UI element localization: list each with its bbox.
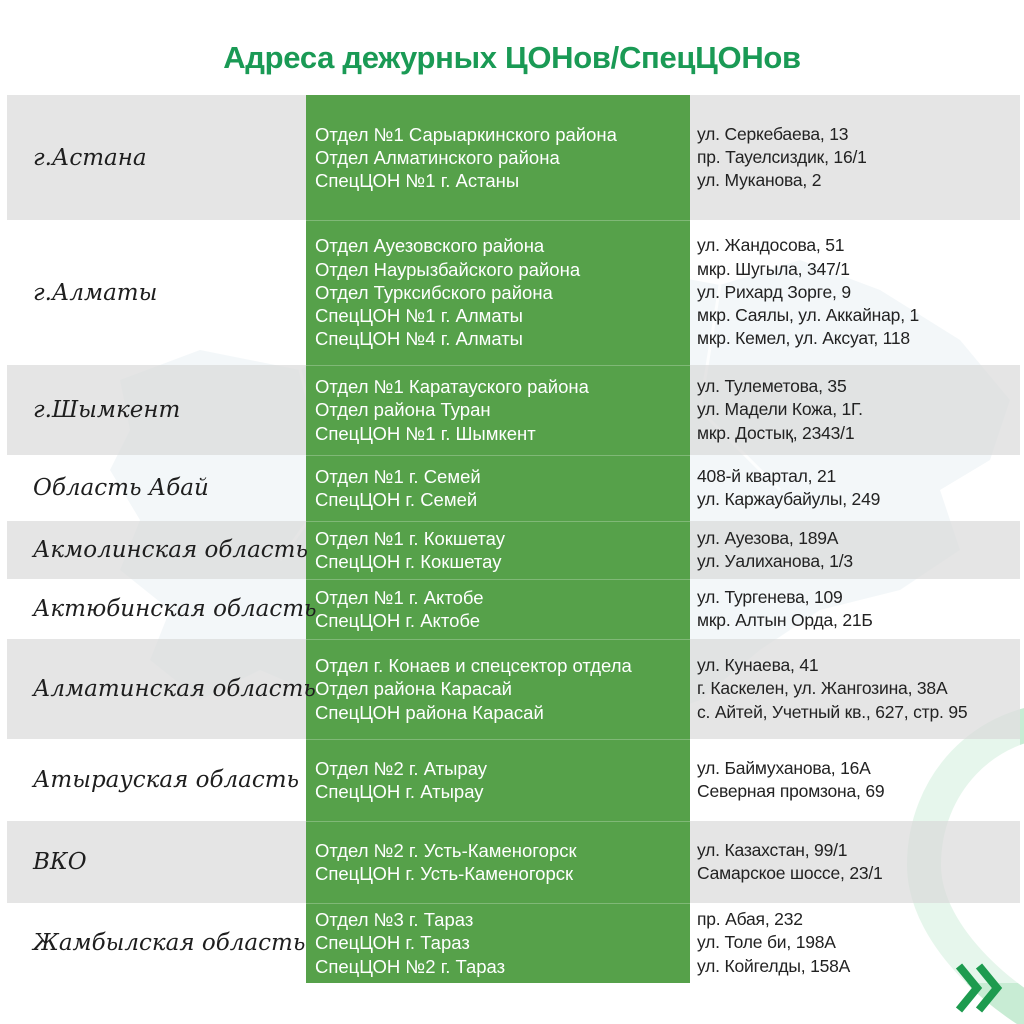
addresses-cell — [690, 455, 1020, 521]
row-divider — [306, 821, 690, 822]
office-name: Отдел №3 г. Тараз — [315, 909, 474, 931]
addresses-cell — [690, 579, 1020, 639]
region-name: г.Алматы — [7, 220, 306, 365]
region-name: г.Шымкент — [7, 365, 306, 455]
addresses-table — [7, 95, 1020, 983]
address-line: мкр. Алтын Орда, 21Б — [697, 610, 873, 630]
office-name: Отдел района Туран — [315, 399, 491, 421]
address-line: ул. Тургенева, 109 — [697, 586, 843, 607]
addresses-cell — [690, 95, 1020, 220]
region-name: Жамбылская область — [7, 903, 306, 983]
offices-cell — [306, 821, 690, 903]
row-divider — [306, 579, 690, 580]
office-name: Отдел №1 Сарыаркинского района — [315, 123, 617, 145]
region-name: Атырауская область — [7, 739, 306, 821]
office-name: СпецЦОН г. Семей — [315, 489, 478, 510]
address-line: пр. Тауелсиздик, 16/1 — [697, 146, 867, 167]
table-row — [7, 739, 1020, 821]
address-line: ул. Серкебаева, 13 — [697, 123, 849, 144]
row-divider — [306, 455, 690, 456]
office-name: Отдел Турксибского района — [315, 281, 553, 303]
region-name: Актюбинская область — [7, 579, 306, 639]
address-line: мкр. Кемел, ул. Аксуат, 118 — [697, 328, 910, 349]
address-line: с. Айтей, Учетный кв., 627, стр. 95 — [697, 701, 968, 722]
office-name: СпецЦОН №4 г. Алматы — [315, 328, 523, 350]
address-line: мкр. Достық, 2343/1 — [697, 422, 855, 443]
address-line: ул. Толе би, 198А — [697, 932, 836, 953]
offices-cell — [306, 579, 690, 639]
addresses-cell — [690, 639, 1020, 739]
address-line: ул. Каржаубайулы, 249 — [697, 489, 881, 509]
table-row — [7, 821, 1020, 903]
office-name: Отдел №2 г. Усть-Каменогорск — [315, 839, 577, 861]
table-row — [7, 579, 1020, 639]
office-name: СпецЦОН г. Кокшетау — [315, 551, 502, 572]
office-name: СпецЦОН г. Актобе — [315, 610, 481, 631]
page-title: Адреса дежурных ЦОНов/СпецЦОНов — [223, 40, 801, 75]
office-name: Отдел г. Конаев и спецсектор отдела — [315, 655, 632, 677]
addresses-cell — [690, 521, 1020, 579]
address-line: ул. Уалиханова, 1/3 — [697, 551, 853, 571]
address-line: ул. Казахстан, 99/1 — [697, 839, 848, 860]
office-name: СпецЦОН №2 г. Тараз — [315, 955, 506, 977]
offices-cell — [306, 365, 690, 455]
table-row — [7, 903, 1020, 983]
offices-cell — [306, 739, 690, 821]
offices-cell — [306, 639, 690, 739]
table-row — [7, 220, 1020, 365]
row-divider — [306, 639, 690, 640]
office-name: Отдел Наурызбайского района — [315, 258, 581, 280]
row-divider — [306, 739, 690, 740]
address-line: Северная промзона, 69 — [697, 781, 885, 801]
region-name: г.Астана — [7, 95, 306, 220]
office-name: Отдел Алматинского района — [315, 146, 560, 168]
table-row — [7, 455, 1020, 521]
row-divider — [306, 521, 690, 522]
office-name: СпецЦОН №1 г. Астаны — [315, 170, 520, 192]
office-name: СпецЦОН г. Усть-Каменогорск — [315, 863, 574, 884]
addresses-cell — [690, 739, 1020, 821]
office-name: СпецЦОН г. Атырау — [315, 781, 484, 802]
office-name: Отдел №1 г. Семей — [315, 465, 481, 487]
address-line: 408-й квартал, 21 — [697, 465, 837, 486]
region-name: Алматинская область — [7, 639, 306, 739]
address-line: ул. Ауезова, 189А — [697, 527, 839, 548]
addresses-cell — [690, 365, 1020, 455]
offices-cell — [306, 903, 690, 983]
offices-cell — [306, 521, 690, 579]
double-chevron-right-icon[interactable] — [953, 960, 1005, 1016]
address-line: ул. Мадели Кожа, 1Г. — [697, 399, 863, 420]
addresses-cell — [690, 821, 1020, 903]
office-name: Отдел №2 г. Атырау — [315, 757, 488, 779]
address-line: пр. Абая, 232 — [697, 909, 803, 930]
offices-cell — [306, 455, 690, 521]
region-name: Акмолинская область — [7, 521, 306, 579]
table-row — [7, 365, 1020, 455]
row-divider — [306, 903, 690, 904]
address-line: ул. Муканова, 2 — [697, 170, 822, 191]
office-name: СпецЦОН №1 г. Шымкент — [315, 422, 536, 444]
table-row — [7, 95, 1020, 220]
office-name: Отдел №1 г. Актобе — [315, 586, 484, 608]
address-line: мкр. Саялы, ул. Аккайнар, 1 — [697, 305, 920, 326]
office-name: Отдел №1 Каратауского района — [315, 376, 589, 398]
office-name: Отдел №1 г. Кокшетау — [315, 527, 505, 549]
office-name: Отдел района Карасай — [315, 678, 513, 700]
offices-cell — [306, 220, 690, 365]
address-line: ул. Баймуханова, 16А — [697, 757, 871, 778]
address-line: ул. Рихард Зорге, 9 — [697, 281, 851, 302]
row-divider — [306, 220, 690, 221]
row-divider — [306, 365, 690, 366]
office-name: СпецЦОН района Карасай — [315, 701, 544, 723]
offices-cell — [306, 95, 690, 220]
region-name: ВКО — [7, 821, 306, 903]
address-line: ул. Койгелды, 158А — [697, 955, 851, 976]
table-row — [7, 521, 1020, 579]
address-line: г. Каскелен, ул. Жангозина, 38А — [697, 678, 948, 699]
office-name: СпецЦОН №1 г. Алматы — [315, 305, 523, 327]
table-row — [7, 639, 1020, 739]
office-name: СпецЦОН г. Тараз — [315, 932, 470, 954]
address-line: Самарское шоссе, 23/1 — [697, 863, 883, 883]
office-name: Отдел Ауезовского района — [315, 235, 545, 257]
region-name: Область Абай — [7, 455, 306, 521]
address-line: мкр. Шугыла, 347/1 — [697, 258, 850, 279]
addresses-cell — [690, 220, 1020, 365]
address-line: ул. Кунаева, 41 — [697, 655, 819, 676]
address-line: ул. Тулеметова, 35 — [697, 376, 847, 397]
address-line: ул. Жандосова, 51 — [697, 235, 845, 256]
